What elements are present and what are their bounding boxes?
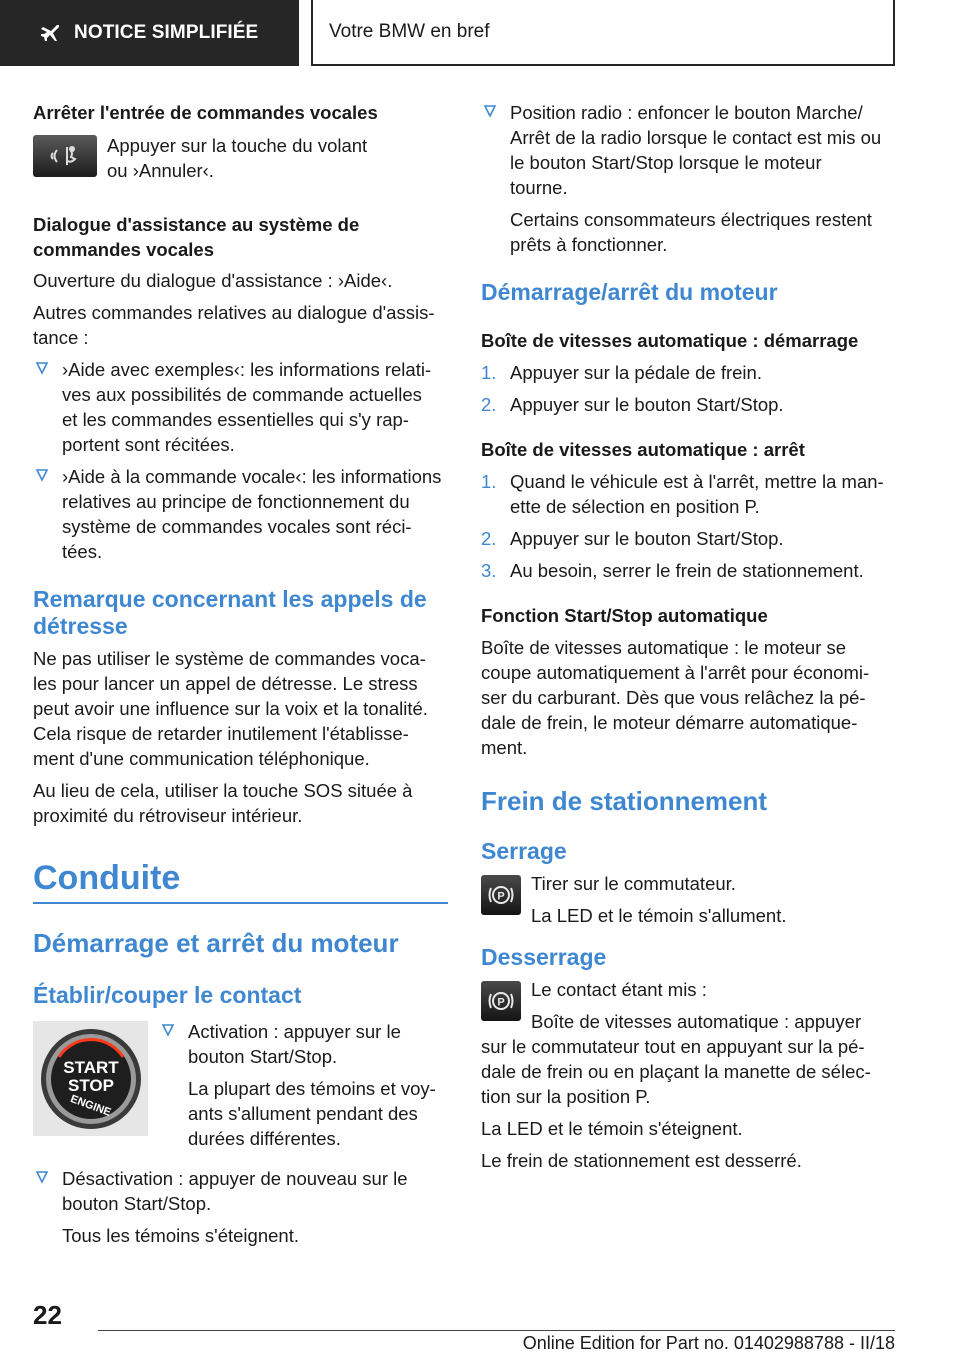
voice-stop-row	[33, 133, 448, 190]
engine-start-stop-heading: Démarrage et arrêt du moteur	[33, 928, 399, 958]
dialogue-heading-line1: Dialogue d'assistance au système de	[33, 214, 360, 235]
apply-text1: Tirer sur le commutateur.	[531, 873, 736, 894]
text-line: prêts à fonctionner.	[510, 234, 668, 255]
item-line: système de commandes vocales sont réci-	[62, 516, 412, 537]
text-line: La plupart des témoins et voy-	[188, 1078, 436, 1099]
step-text: Quand le véhicule est à l'arrêt, mettre la man-	[510, 471, 884, 492]
auto-start-heading: Boîte de vitesses automatique : démarrage	[481, 330, 859, 351]
list-item	[159, 1019, 436, 1151]
release-text4: Le frein de stationnement est desserré.	[481, 1150, 802, 1171]
release-row	[481, 977, 896, 1034]
step-number: 1.	[481, 362, 497, 383]
distress-heading-line1: Remarque concernant les appels de	[33, 586, 427, 612]
page-header	[0, 0, 960, 66]
section-title-box	[311, 0, 895, 66]
release-text2-line1: Boîte de vitesses automatique : appuyer	[531, 1011, 862, 1032]
parking-brake-heading: Frein de stationnement	[481, 786, 768, 816]
step-text: Au besoin, serrer le frein de stationnement.	[510, 560, 864, 581]
list-item	[481, 469, 896, 519]
parking-brake-icon	[485, 985, 517, 1017]
section-title: Votre BMW en bref	[329, 21, 490, 42]
text-line: durées différentes.	[188, 1128, 341, 1149]
stop-steps	[481, 469, 896, 583]
contact-heading: Établir/couper le contact	[33, 982, 302, 1008]
text-line: dale de frein, le moteur démarre automatique-	[481, 712, 858, 733]
text-line: les pour lancer un appel de détresse. Le stress	[33, 673, 418, 694]
release-text3: La LED et le témoin s'éteignent.	[481, 1118, 743, 1139]
apply-row	[481, 871, 896, 928]
activation-note	[188, 1076, 436, 1151]
deactivation-note: Tous les témoins s'éteignent.	[62, 1225, 299, 1246]
text-line: bouton Start/Stop.	[62, 1193, 212, 1214]
quick-guide-icon	[40, 22, 62, 44]
apply-text2: La LED et le témoin s'allument.	[531, 905, 787, 926]
list-item	[33, 1166, 448, 1248]
dialogue-other-line2: tance :	[33, 327, 89, 348]
radio-list	[481, 100, 896, 257]
text-line: le bouton Start/Stop lorsque le moteur	[510, 152, 822, 173]
edition-text: Online Edition for Part no. 01402988788 - II/18	[522, 1333, 895, 1353]
start-stop-engine-icon	[37, 1025, 145, 1133]
item-line: et les commandes essentielles qui s'y rap-	[62, 409, 409, 430]
page-number: 22	[33, 1300, 62, 1330]
svg-text:P: P	[497, 890, 505, 903]
text-line: Désactivation : appuyer de nouveau sur le	[62, 1168, 408, 1189]
text-line: ser du carburant. Dès que vous relâchez la pé-	[481, 687, 866, 708]
voice-command-icon	[45, 141, 85, 171]
step-text: Appuyer sur la pédale de frein.	[510, 362, 762, 383]
release-text2-rest	[481, 1034, 896, 1109]
auto-start-stop-heading: Fonction Start/Stop automatique	[481, 605, 768, 626]
distress-paragraph2	[33, 778, 448, 828]
text-line: Ne pas utiliser le système de commandes voca-	[33, 648, 426, 669]
dialogue-other-text	[33, 300, 448, 350]
activation-list	[159, 1019, 436, 1158]
step-number: 1.	[481, 471, 497, 492]
parking-brake-switch-image	[481, 981, 521, 1021]
triangle-bullet-icon	[161, 1022, 175, 1038]
parking-brake-icon	[485, 879, 517, 911]
triangle-bullet-icon	[483, 103, 497, 119]
text-line: Position radio : enfoncer le bouton Marche/	[510, 102, 863, 123]
conduite-title: Conduite	[33, 859, 181, 897]
text-line: tourne.	[510, 177, 568, 198]
text-line: Certains consommateurs électriques restent	[510, 209, 872, 230]
list-item	[481, 558, 896, 583]
step-number: 2.	[481, 528, 497, 549]
step-text: Appuyer sur le bouton Start/Stop.	[510, 528, 784, 549]
svg-text:P: P	[497, 996, 505, 1009]
text-line: ment.	[481, 737, 528, 758]
text-line: ants s'allument pendant des	[188, 1103, 418, 1124]
text-line: Cela risque de retarder inutilement l'établisse-	[33, 723, 409, 744]
deactivation-text	[62, 1166, 448, 1216]
engine-heading: Démarrage/arrêt du moteur	[481, 279, 778, 305]
text-line: dale de frein ou en plaçant la manette de sélec-	[481, 1061, 871, 1082]
item-line: ›Aide avec exemples‹: les informations relati-	[62, 359, 432, 380]
text-line: tion sur la position P.	[481, 1086, 651, 1107]
triangle-bullet-icon	[35, 360, 49, 376]
text-line: Au lieu de cela, utiliser la touche SOS située à	[33, 780, 413, 801]
voice-button-image	[33, 135, 97, 177]
start-steps	[481, 360, 896, 417]
notice-tab-label: NOTICE SIMPLIFIÉE	[74, 22, 259, 43]
text-line: Activation : appuyer sur le	[188, 1021, 401, 1042]
distress-heading-line2: détresse	[33, 613, 128, 639]
text-line: bouton Start/Stop.	[188, 1046, 338, 1067]
list-item	[481, 392, 896, 417]
radio-note	[510, 207, 896, 257]
list-item	[33, 357, 448, 457]
text-line: peut avoir une influence sur la voix et la tonalité.	[33, 698, 428, 719]
dialogue-open-text: Ouverture du dialogue d'assistance : ›Aide‹.	[33, 270, 393, 291]
dialogue-heading-line2: commandes vocales	[33, 239, 214, 260]
voice-stop-text1: Appuyer sur la touche du volant	[107, 135, 368, 156]
item-line: tées.	[62, 541, 103, 562]
activation-text	[188, 1019, 436, 1069]
engine-label: ENGINE	[68, 1092, 113, 1119]
deactivation-list	[33, 1166, 448, 1248]
item-line: ves aux possibilités de commande actuelles	[62, 384, 422, 405]
stop-label: STOP	[67, 1075, 114, 1095]
radio-text	[510, 100, 896, 200]
text-line: proximité du rétroviseur intérieur.	[33, 805, 303, 826]
list-item	[481, 526, 896, 551]
text-line: ment d'une communication téléphonique.	[33, 748, 370, 769]
left-column	[33, 100, 448, 1256]
dialogue-other-line1: Autres commandes relatives au dialogue d'assis-	[33, 302, 435, 323]
dialogue-heading	[33, 212, 448, 262]
triangle-bullet-icon	[35, 1169, 49, 1185]
item-line: portent sont récitées.	[62, 434, 235, 455]
start-label: START	[62, 1057, 119, 1077]
release-text1: Le contact étant mis :	[531, 979, 707, 1000]
list-item	[481, 100, 896, 257]
footer-divider	[98, 1330, 895, 1331]
voice-stop-heading: Arrêter l'entrée de commandes vocales	[33, 102, 378, 123]
list-item	[481, 360, 896, 385]
text-line: Boîte de vitesses automatique : le moteur se	[481, 637, 847, 658]
dialogue-list	[33, 357, 448, 564]
contact-row	[33, 1019, 448, 1158]
item-line: relatives au principe de fonctionnement du	[62, 491, 410, 512]
conduite-divider	[33, 902, 448, 904]
voice-stop-text2: ou ›Annuler‹.	[107, 160, 214, 181]
distress-heading	[33, 586, 448, 640]
list-item	[33, 464, 448, 564]
right-column	[481, 100, 896, 1180]
start-stop-button-image	[33, 1021, 148, 1136]
apply-heading: Serrage	[481, 838, 567, 864]
text-line: coupe automatiquement à l'arrêt pour économi-	[481, 662, 870, 683]
step-text: Appuyer sur le bouton Start/Stop.	[510, 394, 784, 415]
notice-tab	[0, 0, 299, 66]
release-heading: Desserrage	[481, 944, 607, 970]
distress-paragraph1	[33, 646, 448, 771]
item-line: ›Aide à la commande vocale‹: les informations	[62, 466, 442, 487]
text-line: sur le commutateur tout en appuyant sur la pé-	[481, 1036, 865, 1057]
parking-brake-switch-image	[481, 875, 521, 915]
text-line: Arrêt de la radio lorsque le contact est mis ou	[510, 127, 882, 148]
auto-start-stop-text	[481, 635, 896, 760]
step-number: 2.	[481, 394, 497, 415]
step-number: 3.	[481, 560, 497, 581]
auto-stop-heading: Boîte de vitesses automatique : arrêt	[481, 439, 805, 460]
triangle-bullet-icon	[35, 467, 49, 483]
step-text: ette de sélection en position P.	[510, 496, 760, 517]
